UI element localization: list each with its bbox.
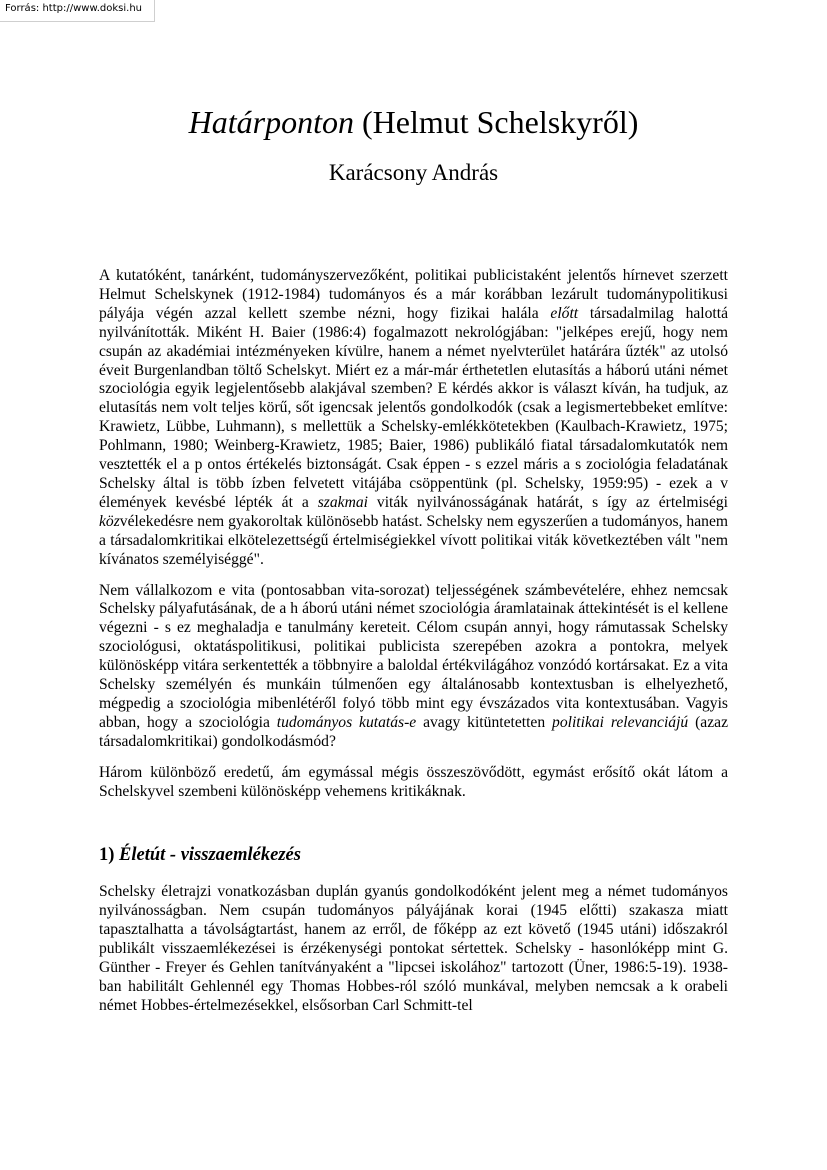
text-run: (azaz társadalomkritikai) gondolkodásmód? — [99, 713, 728, 750]
italic-run: szakmai — [317, 493, 368, 511]
document-body — [99, 267, 728, 1016]
paragraph-2 — [99, 582, 728, 752]
paragraph-3: Három különböző eredetű, ám egymással mégis összeszövődött, egymást erősítő okát látom a Schelskyvel szembeni különösképp vehemens kritikáknak. — [99, 763, 728, 800]
text-run: vélekedésre nem gyakoroltak különösebb hatást. Schelsky nem egyszerűen a tudományos, hanem a társadalomkritikai elkötelezettségű értelmiségiekkel vívott politikai viták következtében vált "nem kívánatos személyiséggé". — [99, 512, 728, 568]
italic-run: tudományos kutatás-e — [276, 713, 417, 731]
text-run: A kutatóként, tanárként, tudományszervezőként, politikai publicistaként jelentős hírnevet szerzett Helmut Schelskynek (1912-1984) tudományos és a már korábban lezárult tudománypolitikusi pályája végén azzal kellett szembe nézni, hogy fizikai halála — [99, 267, 728, 322]
italic-run: köz — [99, 512, 120, 530]
text-run: viták nyilvánosságának határát, s így az értelmiségi — [367, 493, 728, 511]
title-italic: Határponton — [188, 104, 354, 140]
section-number: 1) — [99, 845, 115, 866]
paragraph-4: Schelsky életrajzi vonatkozásban duplán gyanús gondolkodóként jelent meg a német tudományos nyilvánosságban. Nem csupán tudományos pályájának korai (1945 előtti) szakasza miatt tapasztalhatta a távolságtartást, hanem az erről, de főképp az ezt követő (1945 utáni) időszakról publikált visszaemlékezései is érzékenységi pontokat sértettek. Schelsky - hasonlóképp mint G. Günther - Freyer és Gehlen tanítványaként a "lipcsei iskolához" tartozott (Üner, 1986:5-19). 1938-ban habilitált Gehlennél egy Thomas Hobbes-ról szóló munkával, melyben nemcsak a k orabeli német Hobbes-értelmezésekkel, elsősorban Carl Schmitt-tel — [99, 883, 728, 1014]
italic-run: előtt — [550, 304, 579, 322]
title-rest: (Helmut Schelskyről) — [353, 104, 639, 140]
text-run: Nem vállalkozom e vita (pontosabban vita-sorozat) teljességének számbevételére, ehhez nemcsak Schelsky pályafutásának, de a h áború utáni német szociológia áramlatainak áttekintését is el kellene végezni - s ez meghaladja e tanulmány kereteit. Célom csupán annyi, hogy rámutassak Schelsky szociológusi, oktatáspolitikusi, politikai publicista szerepében azokra a pontokra, melyek különösképp vitára serkentették a többnyire a baloldal értékvilágához vonzódó kortársakat. Ez a vita Schelsky személyén és munkáin túlmenően egy általánosabb kontextusban is elhelyezhető, mégpedig a szociológia mibenlétéről folyó több mint egy évszázados vita kontextusában. Vagyis abban, hogy a szociológia — [99, 581, 728, 731]
document-title — [99, 102, 728, 142]
section-title: Életút - visszaemlékezés — [119, 845, 301, 866]
source-link[interactable]: http://www.doksi.hu — [42, 3, 142, 14]
author-name: Karácsony András — [328, 160, 499, 185]
section-heading — [99, 844, 728, 866]
italic-run: politikai relevanciájú — [552, 713, 689, 731]
text-run: társadalmilag halottá nyilvánították. Miként H. Baier (1986:4) fogalmazott nekrológjában: "jelképes erejű, hogy nem csupán az akadémiai intézményeken kívülre, hanem a német nyelvterület határára űzték" az utolsó éveit Burgenlandban töltő Schelskyt. Miért ez a már-már érthetetlen elutasítás a háború utáni német szociológia egyik legjelentősebb alakjával szemben? E kérdés akkor is választ kíván, ha tudjuk, az elutasítás nem volt teljes körű, sőt igencsak jelentős gondolkodók (csak a legismertebbeket említve: Krawietz, Lübbe, Luhmann), s mellettük a Schelsky-emlékkötetekben (Kaulbach-Krawietz, 1975; Pohlmann, 1980; Weinberg-Krawietz, 1985; Baier, 1986) publikáló fiatal társadalomkutatók nem vesztették el a p ontos értékelés biztonságát. Csak éppen - s ezzel máris a s zociológia feladatának Schelsky által is több ízben felvetett vitájába csöppentünk (pl. Schelsky, 1959:95) - ezek a v élemények kevésbé lépték át a — [99, 304, 728, 511]
source-label: Forrás: — [5, 3, 40, 14]
paragraph-1 — [99, 267, 728, 570]
source-note — [0, 0, 155, 22]
document-page — [99, 100, 728, 1028]
text-run: avagy kitüntetetten — [416, 713, 553, 731]
